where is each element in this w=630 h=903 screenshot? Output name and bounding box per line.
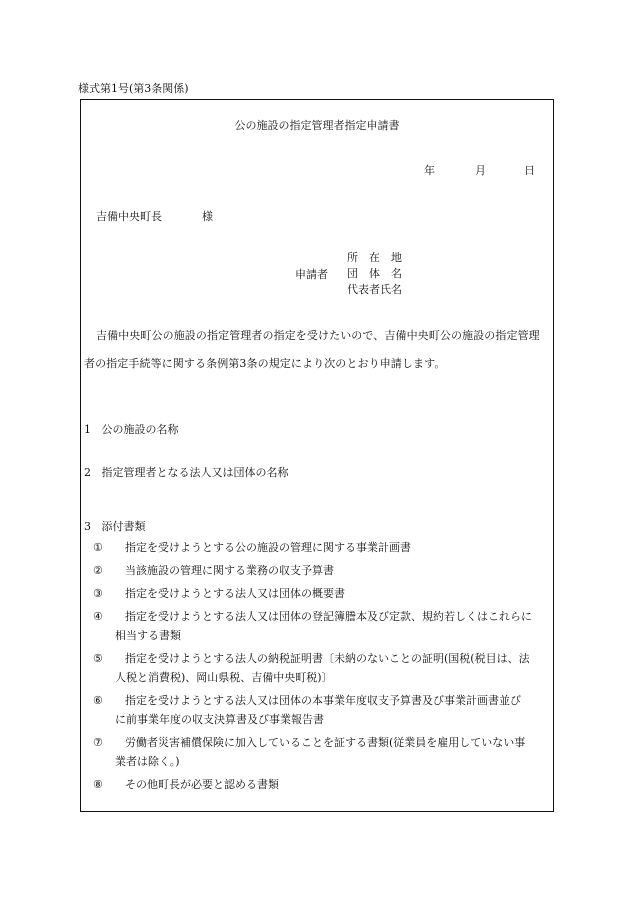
addressee-name: 吉備中央町長 bbox=[96, 210, 162, 223]
item-text: 指定を受けようとする法人又は団体の概要書 bbox=[125, 587, 345, 600]
list-item bbox=[93, 561, 549, 580]
applicant-fields bbox=[347, 250, 402, 298]
item-text-continued: 人税と消費税)、岡山県税、吉備中央町税)〕 bbox=[115, 671, 333, 684]
item-text-continued: 業者は除く。) bbox=[115, 755, 180, 768]
date-line bbox=[424, 162, 535, 178]
application-form bbox=[80, 99, 554, 812]
item-number: ⑥ bbox=[93, 694, 103, 707]
item-text: その他町長が必要と認める書類 bbox=[125, 778, 279, 791]
item-text: 指定を受けようとする法人又は団体の登記簿謄本及び定款、規約若しくはこれらに bbox=[125, 610, 532, 623]
item-text: 指定を受けようとする法人の納税証明書〔未納のないことの証明(国税(税目は、法 bbox=[125, 652, 530, 665]
item-text: 指定を受けようとする法人又は団体の本事業年度収支予算書及び事業計画書並び bbox=[125, 694, 521, 707]
addressee-honorific: 様 bbox=[202, 210, 213, 223]
applicant-address-label: 所 在 地 bbox=[347, 251, 402, 264]
section-number: 3 bbox=[84, 520, 91, 533]
addressee bbox=[96, 208, 213, 224]
item-text: 労働者災害補償保険に加入していることを証する書類(従業員を雇用していない事 bbox=[125, 736, 526, 749]
list-item bbox=[93, 538, 549, 557]
application-statement: 吉備中央町公の施設の指定管理者の指定を受けたいので、吉備中央町公の施設の指定管理者の指定手続等に関する条例第3条の規定により次のとおり申請します。 bbox=[84, 329, 540, 370]
date-year-label: 年 bbox=[424, 164, 435, 177]
list-item bbox=[93, 733, 549, 771]
item-text: 当該施設の管理に関する業務の収支予算書 bbox=[125, 564, 334, 577]
item-number: ⑤ bbox=[93, 652, 103, 665]
section-label: 公の施設の名称 bbox=[101, 423, 179, 436]
item-text-continued: に前事業年度の収支決算書及び事業報告書 bbox=[115, 713, 324, 726]
date-month-label: 月 bbox=[475, 164, 486, 177]
item-number: ② bbox=[93, 564, 103, 577]
document-title: 公の施設の指定管理者指定申請書 bbox=[234, 119, 400, 132]
section-label: 添付書類 bbox=[101, 520, 146, 533]
item-number: ③ bbox=[93, 587, 103, 600]
section-manager-name bbox=[84, 464, 289, 480]
attachment-list bbox=[93, 538, 549, 798]
section-attachments bbox=[84, 518, 146, 534]
item-number: ① bbox=[93, 541, 103, 554]
section-facility-name bbox=[84, 421, 179, 437]
list-item bbox=[93, 691, 549, 729]
section-number: 2 bbox=[84, 466, 91, 479]
list-item bbox=[93, 649, 549, 687]
item-number: ⑦ bbox=[93, 736, 103, 749]
section-number: 1 bbox=[84, 423, 91, 436]
item-text: 指定を受けようとする公の施設の管理に関する事業計画書 bbox=[125, 541, 411, 554]
applicant-organization-label: 団 体 名 bbox=[347, 267, 402, 280]
list-item bbox=[93, 584, 549, 603]
applicant-representative-label: 代表者氏名 bbox=[347, 283, 402, 296]
list-item bbox=[93, 607, 549, 645]
item-number: ④ bbox=[93, 610, 103, 623]
item-text-continued: 相当する書類 bbox=[115, 629, 181, 642]
date-day-label: 日 bbox=[524, 164, 535, 177]
section-label: 指定管理者となる法人又は団体の名称 bbox=[101, 466, 289, 479]
form-number: 様式第1号(第3条関係) bbox=[78, 82, 189, 95]
item-number: ⑧ bbox=[93, 778, 103, 791]
applicant-label: 申請者 bbox=[295, 268, 328, 281]
list-item bbox=[93, 775, 549, 794]
